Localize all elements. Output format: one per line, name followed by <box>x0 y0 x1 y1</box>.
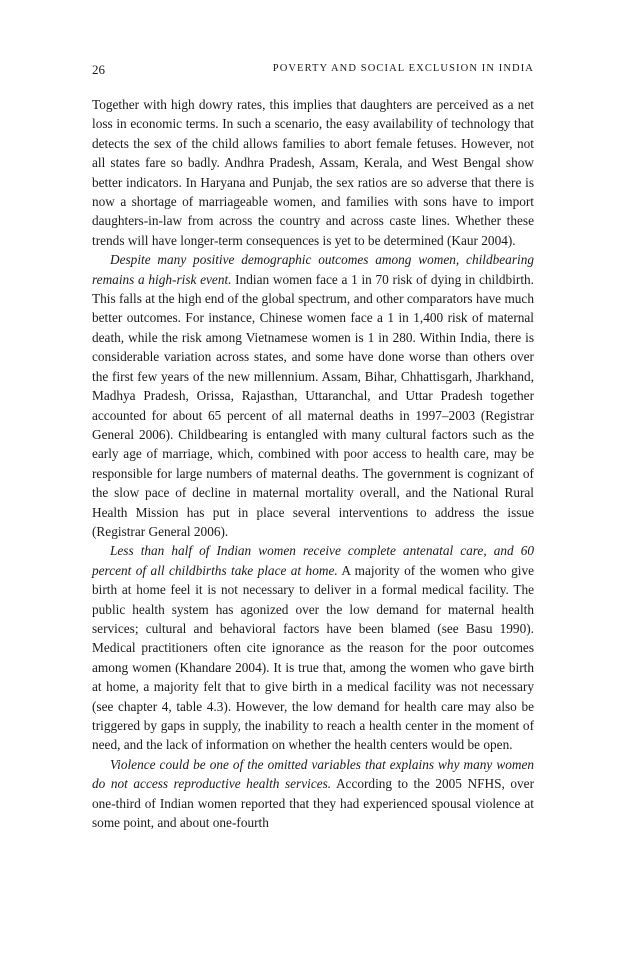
paragraph-text: Together with high dowry rates, this implies that daughters are perceived as a net loss in economic terms. In such a scenario, the easy availability of technology that detects the sex of the child allows families to abort female fetuses. However, not all states fare so badly. Andhra Pradesh, Assam, Kerala, and West Bengal show better indicators. In Haryana and Punjab, the sex ratios are so adverse that there is now a shortage of marriageable women, and families with sons have to import daughters-in-law from across the country and across caste lines. Whether these trends will have longer-term consequences is yet to be determined (Kaur 2004). <box>92 97 534 248</box>
paragraph-text: Indian women face a 1 in 70 risk of dying in childbirth. This falls at the high end of the global spectrum, and other comparators have much better outcomes. For instance, Chinese women face a 1 in 1,400 risk of maternal death, while the risk among Vietnamese women is 1 in 280. Within India, there is considerable variation across states, and some have done worse than others over the first few years of the new millennium. Assam, Bihar, Chhattisgarh, Jharkhand, Madhya Pradesh, Orissa, Rajasthan, Uttaranchal, and Uttar Pradesh together accounted for about 65 percent of all maternal deaths in 1997–2003 (Registrar General 2006). Childbearing is entangled with many cultural factors such as the early age of marriage, which, combined with poor access to health care, may be responsible for large numbers of maternal deaths. The government is cognizant of the slow pace of decline in maternal mortality overall, and the National Rural Health Mission has put in place several interventions to address the issue (Registrar General 2006). <box>92 271 534 539</box>
book-page <box>92 62 534 832</box>
page-number: 26 <box>92 62 105 77</box>
paragraph-violence <box>92 755 534 833</box>
paragraph-maternal-risk <box>92 250 534 541</box>
paragraph-text: A majority of the women who give birth at home feel it is not necessary to deliver in a formal medical facility. The public health system has agonized over the low demand for maternal health services; cultural and behavioral factors have been blamed (see Basu 1990). Medical practitioners often cite ignorance as the reason for the poor outcomes among women (Khandare 2004). It is true that, among the women who gave birth at home, a majority felt that to give birth in a medical facility was not necessary (see chapter 4, table 4.3). However, the low demand for health care may also be triggered by gaps in supply, the inability to reach a health center in the moment of need, and the lack of information on whether the health centers would be open. <box>92 562 534 753</box>
paragraph-lead: Despite many positive demographic outcomes among women, childbearing remains a high-risk event. <box>92 252 534 287</box>
paragraph-text: According to the 2005 NFHS, over one-third of Indian women reported that they had experienced spousal violence at some point, and about one-fourth <box>92 776 534 831</box>
running-head <box>92 62 534 82</box>
paragraph-antenatal-care <box>92 541 534 754</box>
paragraph-lead: Violence could be one of the omitted variables that explains why many women do not access reproductive health services. <box>92 756 534 792</box>
paragraph-lead: Less than half of Indian women receive complete antenatal care, and 60 percent of all childbirths take place at home. <box>92 543 534 578</box>
paragraph-dowry-sex-ratio <box>92 95 534 250</box>
running-title: POVERTY AND SOCIAL EXCLUSION IN INDIA <box>272 63 534 74</box>
body-text <box>92 95 534 832</box>
